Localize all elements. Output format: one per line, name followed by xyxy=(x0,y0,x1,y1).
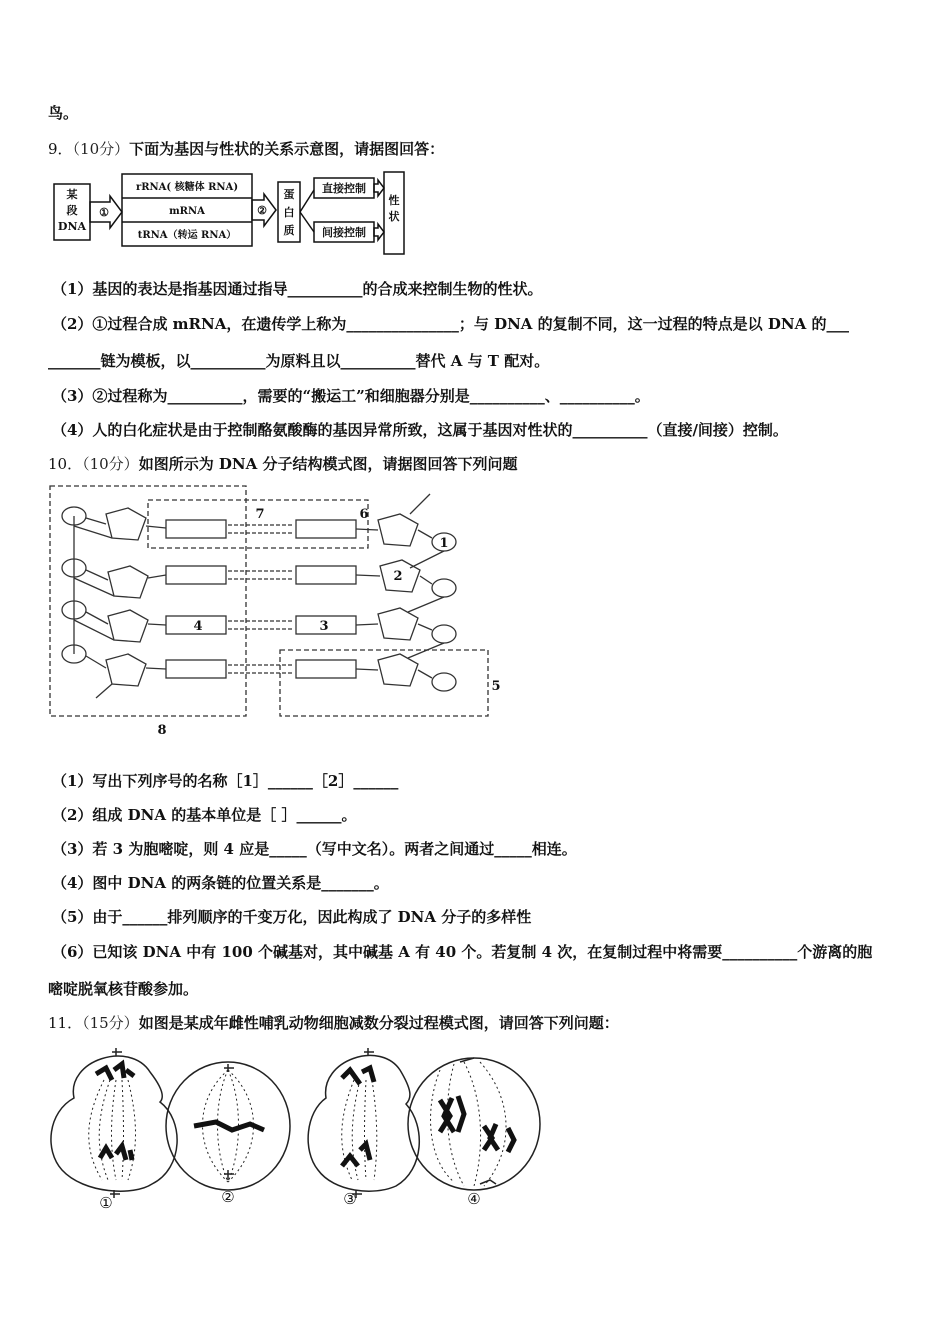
label-8: 8 xyxy=(157,723,167,738)
cell-label-3: ③ xyxy=(343,1190,357,1208)
cell-label-2: ② xyxy=(221,1188,235,1206)
protein-label-1: 蛋 xyxy=(283,188,295,201)
label-2: 2 xyxy=(393,569,403,584)
q9-subquestion-1: （1）基因的表达是指基因通过指导__________的合成来控制生物的性状。 xyxy=(52,280,543,298)
q9-subquestion-2a: （2）①过程合成 mRNA，在遗传学上称为_______________；与 DNA 的复制不同，这一过程的特点是以 DNA 的___ xyxy=(52,315,849,333)
q10-subquestion-6a: （6）已知该 DNA 中有 100 个碱基对，其中碱基 A 有 40 个。若复制 4 次，在复制过程中将需要__________个游离的胞 xyxy=(52,943,873,961)
rrna-label: rRNA( 核糖体 RNA) xyxy=(135,182,239,193)
cell-2 xyxy=(166,1062,290,1190)
question-number: 11． xyxy=(48,1014,83,1032)
label-5: 5 xyxy=(491,679,501,694)
dna-structure-diagram xyxy=(48,484,508,740)
question-text: 如图所示为 DNA 分子结构模式图，请据图回答下列问题 xyxy=(138,455,518,473)
step-2-label: ② xyxy=(257,204,267,217)
q9-subquestion-2b: _______链为模板，以__________为原料且以__________替代 A 与 T 配对。 xyxy=(48,352,550,370)
label-7: 7 xyxy=(255,507,265,522)
q10-subquestion-6b: 嘧啶脱氧核苷酸参加。 xyxy=(48,980,199,998)
question-10-stem xyxy=(48,453,518,474)
direct-control-label: 直接控制 xyxy=(322,182,366,195)
q9-subquestion-3: （3）②过程称为__________，需要的“搬运工”和细胞器分别是__________、__________。 xyxy=(52,387,650,405)
q10-subquestion-4: （4）图中 DNA 的两条链的位置关系是_______。 xyxy=(52,874,389,892)
protein-label-2: 白 xyxy=(283,206,295,219)
gene-trait-diagram xyxy=(52,168,412,260)
label-4: 4 xyxy=(193,619,203,634)
question-11-stem xyxy=(48,1012,619,1033)
question-9-stem xyxy=(48,138,444,159)
question-text: 如图是某成年雌性哺乳动物细胞减数分裂过程模式图，请回答下列问题： xyxy=(138,1014,619,1032)
cell-3 xyxy=(308,1048,419,1198)
dna-label-3: DNA xyxy=(57,220,87,233)
cell-label-4: ④ xyxy=(467,1190,481,1208)
label-1: 1 xyxy=(439,536,449,551)
question-text: 下面为基因与性状的关系示意图，请据图回答： xyxy=(129,140,445,158)
question-points: （10分） xyxy=(82,455,139,473)
dna-label-2: 段 xyxy=(66,204,78,217)
question-number: 10． xyxy=(48,455,83,473)
trait-label-1: 性 xyxy=(388,194,400,207)
question-number: 9． xyxy=(48,140,73,158)
cell-label-1: ① xyxy=(99,1194,113,1212)
indirect-control-label: 间接控制 xyxy=(322,226,366,239)
mrna-label: mRNA xyxy=(169,206,205,217)
q10-subquestion-2: （2）组成 DNA 的基本单位是［ ］______。 xyxy=(52,806,357,824)
question-points: （10分） xyxy=(72,140,130,158)
cell-1 xyxy=(51,1048,177,1198)
step-1-label: ① xyxy=(99,206,109,219)
q9-subquestion-4: （4）人的白化症状是由于控制酪氨酸酶的基因异常所致，这属于基因对性状的__________（直接/间接）控制。 xyxy=(52,421,788,439)
trna-label: tRNA（转运 RNA） xyxy=(137,230,237,241)
trait-label-2: 状 xyxy=(388,210,400,223)
label-3: 3 xyxy=(319,619,329,634)
question-points: （15分） xyxy=(82,1014,139,1032)
protein-label-3: 质 xyxy=(283,224,295,237)
previous-question-fragment: 鸟。 xyxy=(48,104,79,122)
dna-label-1: 某 xyxy=(66,188,78,201)
meiosis-cells-diagram xyxy=(44,1040,544,1212)
cell-4 xyxy=(408,1058,540,1190)
q10-subquestion-3: （3）若 3 为胞嘧啶，则 4 应是_____（写中文名）。两者之间通过_____相连。 xyxy=(52,840,577,858)
label-6: 6 xyxy=(359,507,369,522)
q10-subquestion-5: （5）由于______排列顺序的千变万化，因此构成了 DNA 分子的多样性 xyxy=(52,908,532,926)
q10-subquestion-1: （1）写出下列序号的名称［1］______［2］______ xyxy=(52,772,399,790)
